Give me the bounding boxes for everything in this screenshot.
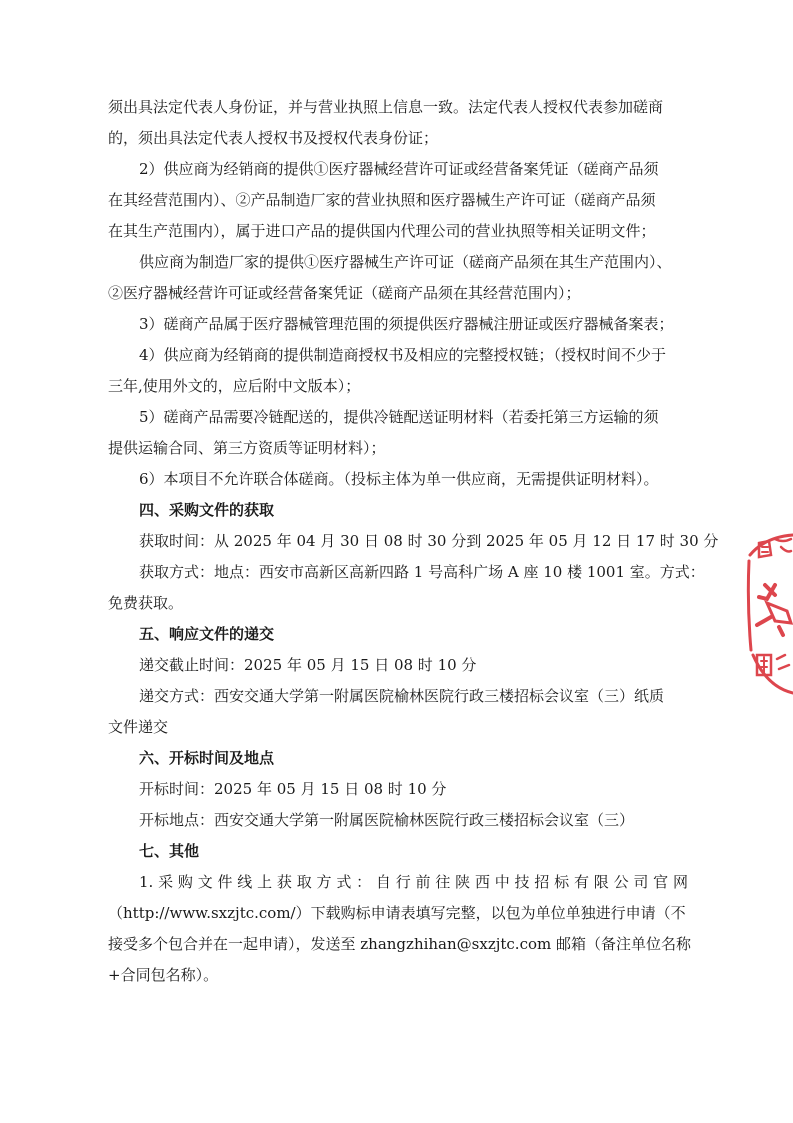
text-line: 开标地点：西安交通大学第一附属医院榆林医院行政三楼招标会议室（三）	[139, 811, 635, 829]
seal-icon	[745, 525, 793, 695]
text-line: 提供运输合同、第三方资质等证明材料）；	[108, 439, 386, 457]
text-line: 获取时间：从 2025 年 04 月 30 日 08 时 30 分到 2025 年 05 月 12 日 17 时 30 分	[139, 532, 719, 550]
text-line: 在其生产范围内），属于进口产品的提供国内代理公司的营业执照等相关证明文件；	[108, 222, 656, 240]
text-line: 须出具法定代表人身份证，并与营业执照上信息一致。法定代表人授权代表参加磋商	[108, 98, 664, 116]
section-heading: 七、其他	[139, 842, 200, 860]
section-heading: 四、采购文件的获取	[139, 501, 275, 519]
document-body	[108, 92, 719, 991]
text-line: 递交截止时间：2025 年 05 月 15 日 08 时 10 分	[139, 656, 477, 674]
text-line: +合同包名称）。	[108, 966, 219, 984]
text-line: 的，须出具法定代表人授权书及授权代表身份证；	[108, 129, 439, 147]
text-line: 开标时间：2025 年 05 月 15 日 08 时 10 分	[139, 780, 447, 798]
text-line: 文件递交	[108, 718, 169, 736]
text-line: 在其经营范围内）、②产品制造厂家的营业执照和医疗器械生产许可证（磋商产品须	[108, 191, 656, 209]
text-line: 获取方式：地点：西安市高新区高新四路 1 号高科广场 A 座 10 楼 1001 室。方式：	[139, 563, 705, 581]
text-line: 接受多个包合并在一起申请），发送至 zhangzhihan@sxzjtc.com 邮箱（备注单位名称	[108, 935, 691, 953]
text-line: 1. 采 购 文 件 线 上 获 取 方 式 ： 自 行 前 往 陕 西 中 技 招 标 有 限 公 司 官 网	[139, 873, 688, 891]
text-line: 4）供应商为经销商的提供制造商授权书及相应的完整授权链；（授权时间不少于	[139, 346, 667, 364]
section-heading: 五、响应文件的递交	[139, 625, 275, 643]
red-seal-stamp-fragment	[745, 525, 793, 695]
text-line: 递交方式：西安交通大学第一附属医院榆林医院行政三楼招标会议室（三）纸质	[139, 687, 665, 705]
text-line: 免费获取。	[108, 594, 184, 612]
text-line: 三年,使用外文的，应后附中文版本）；	[108, 377, 361, 395]
text-line: 供应商为制造厂家的提供①医疗器械生产许可证（磋商产品须在其生产范围内）、	[139, 253, 672, 271]
text-line: （http://www.sxzjtc.com/）下载购标申请表填写完整，以包为单位单独进行申请（不	[108, 904, 686, 922]
text-line: 5）磋商产品需要冷链配送的，提供冷链配送证明材料（若委托第三方运输的须	[139, 408, 659, 426]
text-line: 2）供应商为经销商的提供①医疗器械经营许可证或经营备案凭证（磋商产品须	[139, 160, 659, 178]
text-line: 3）磋商产品属于医疗器械管理范围的须提供医疗器械注册证或医疗器械备案表；	[139, 315, 674, 333]
text-line: 6）本项目不允许联合体磋商。（投标主体为单一供应商，无需提供证明材料）。	[139, 470, 659, 488]
text-line: ②医疗器械经营许可证或经营备案凭证（磋商产品须在其经营范围内）；	[108, 284, 581, 302]
section-heading: 六、开标时间及地点	[139, 749, 275, 767]
